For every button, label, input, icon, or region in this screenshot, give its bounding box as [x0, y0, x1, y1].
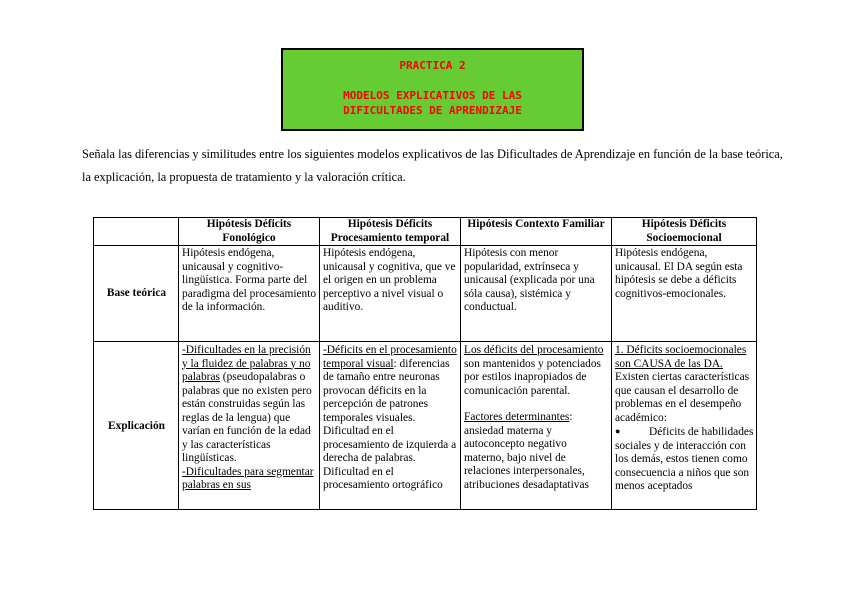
explicacion-familiar-underlined-2: Factores determinantes: [464, 411, 570, 423]
header-socioemocional: Hipótesis Déficits Socioemocional: [612, 218, 757, 246]
row-label-base-teorica: Base teórica: [94, 246, 179, 342]
table-row-explicacion: [94, 342, 757, 510]
explicacion-socio-text-1: Existen ciertas características que causan el desarrollo de problemas en el desempeño académico:: [615, 371, 750, 424]
explicacion-familiar-text-1: son mantenidos y potenciados por estilos inapropiados de comunicación parental.: [464, 357, 601, 397]
cell-explicacion-fonologico: [179, 342, 320, 510]
cell-base-temporal: Hipótesis endógena, unicausal y cognitiva, que ve el origen en un problema perceptivo a nivel visual o auditivo.: [320, 246, 461, 342]
header-contexto-familiar: Hipótesis Contexto Familiar: [461, 218, 612, 246]
cell-base-fonologico: Hipótesis endógena, unicausal y cognitivo-lingüística. Forma parte del paradigma del procesamiento de la información.: [179, 246, 320, 342]
comparison-table: [93, 217, 757, 510]
intro-paragraph: [82, 143, 782, 189]
explicacion-temporal-underlined: -Déficits en el procesamiento temporal visual: [323, 344, 457, 370]
row-label-explicacion: Explicación: [94, 342, 179, 510]
cell-explicacion-temporal: [320, 342, 461, 510]
explicacion-temporal-text: : diferencias de tamaño entre neuronas provocan déficits en la percepción de patrones temporales visuales. Dificultad en el procesamiento de izquierda a derecha de palabras. Dificultad en el procesamiento ortográfico: [323, 357, 457, 491]
explicacion-socio-text-2: Déficits de habilidades sociales y de interacción con los demás, estos tienen como consecuencia a niños que son menos aceptados: [615, 426, 754, 492]
intro-line-1: Señala las diferencias y similitudes entre los siguientes modelos explicativos de las Dificultades de Aprendizaje en función de la base teórica,: [82, 147, 783, 161]
explicacion-fonologico-underlined-2: -Dificultades para segmentar palabras en sus: [182, 465, 314, 491]
header-empty: [94, 218, 179, 246]
cell-explicacion-socioemocional: [612, 342, 757, 510]
bullet-icon: ●: [615, 426, 621, 436]
cell-explicacion-familiar: [461, 342, 612, 510]
explicacion-fonologico-underlined-1: -Dificultades en la precisión y la fluidez de palabras y no palabras: [182, 344, 311, 383]
header-fonologico: Hipótesis Déficits Fonológico: [179, 218, 320, 246]
explicacion-familiar-underlined-1: Los déficits del procesamiento: [464, 344, 604, 356]
table-row-base-teorica: [94, 246, 757, 342]
cell-base-socioemocional: Hipótesis endógena, unicausal. El DA según esta hipótesis se debe a déficits cognitivos-emocionales.: [612, 246, 757, 342]
table-header-row: [94, 218, 757, 246]
title-box: [281, 48, 584, 131]
cell-base-familiar: Hipótesis con menor popularidad, extrínseca y unicausal (explicada por una sóla causa), sistémica y conductual.: [461, 246, 612, 342]
title-line-1: PRACTICA 2: [399, 59, 466, 72]
header-procesamiento-temporal: Hipótesis Déficits Procesamiento temporal: [320, 218, 461, 246]
explicacion-familiar-text-2: : ansiedad materna y autoconcepto negativo materno, bajo nivel de relaciones interpersonales, atribuciones desadaptativas: [464, 411, 589, 491]
explicacion-fonologico-text-1: (pseudopalabras o palabras que no existen pero están construidas según las reglas de la lengua) que varían en función de la edad y las características lingüísticas.: [182, 371, 312, 464]
explicacion-socio-underlined: 1. Déficits socioemocionales son CAUSA de las DA.: [615, 344, 747, 370]
intro-line-2: la explicación, la propuesta de tratamiento y la valoración crítica.: [82, 170, 406, 184]
title-line-3: DIFICULTADES DE APRENDIZAJE: [343, 104, 522, 117]
title-line-2: MODELOS EXPLICATIVOS DE LAS: [343, 89, 522, 102]
